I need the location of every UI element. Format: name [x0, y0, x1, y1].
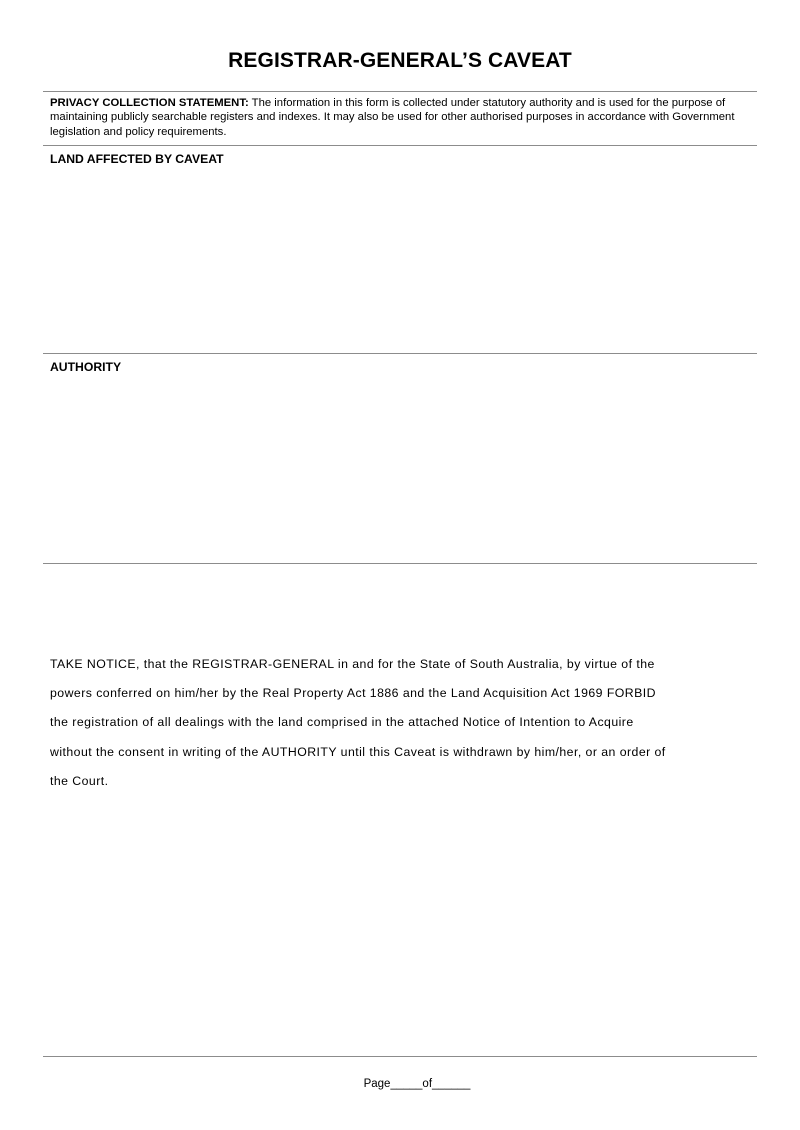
privacy-statement: [50, 96, 755, 139]
divider-bottom: [43, 1056, 757, 1057]
divider-top: [43, 91, 757, 92]
document-title: REGISTRAR-GENERAL’S CAVEAT: [228, 49, 572, 72]
notice-line: TAKE NOTICE, that the REGISTRAR-GENERAL in and for the State of South Australia, by virtue of the: [50, 657, 655, 671]
notice-line: the registration of all dealings with the land comprised in the attached Notice of Intention to Acquire: [50, 715, 634, 730]
privacy-text: The information in this form is collected under statutory authority and is used for the purpose of maintaining publicly searchable registers and indexes. It may also be used for other authorised purposes in accordance with Government legislation and policy requirements.: [50, 97, 735, 138]
notice-line: without the consent in writing of the AUTHORITY until this Caveat is withdrawn by him/her, or an order of: [50, 744, 666, 759]
section-land-affected-label: LAND AFFECTED BY CAVEAT: [50, 152, 224, 166]
notice-line: the Court.: [50, 773, 109, 788]
notice-line: powers conferred on him/her by the Real Property Act 1886 and the Land Acquisition Act 1969 FORBID: [50, 686, 656, 701]
divider-land: [43, 353, 757, 354]
privacy-label: PRIVACY COLLECTION STATEMENT:: [50, 97, 249, 109]
page-number-footer: Page_____of______: [363, 1078, 471, 1090]
divider-privacy: [43, 145, 757, 146]
section-authority-label: AUTHORITY: [50, 360, 122, 374]
divider-authority: [43, 563, 757, 564]
notice-paragraph: [50, 650, 755, 796]
